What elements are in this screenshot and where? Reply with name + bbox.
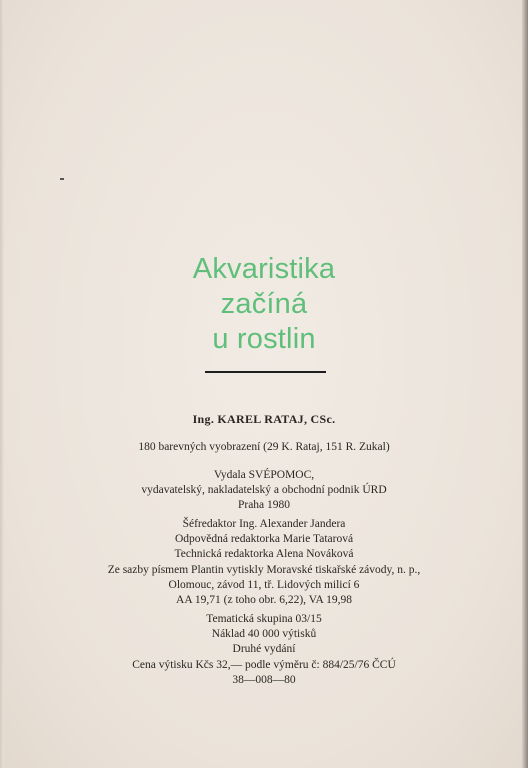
imprint-line: AA 19,71 (z toho obr. 6,22), VA 19,98	[176, 594, 352, 606]
imprint-line: Tematická skupina 03/15	[206, 613, 322, 625]
imprint-line: Olomouc, závod 11, tř. Lidových milicí 6	[168, 579, 360, 591]
imprint-line: Šéfredaktor Ing. Alexander Jandera	[182, 518, 346, 530]
title-divider	[205, 371, 326, 373]
title-line-2: začíná	[220, 288, 308, 320]
title-line-3: u rostlin	[212, 323, 316, 355]
author-name: Ing. KAREL RATAJ, CSc.	[192, 412, 336, 426]
imprint-line: 38—008—80	[232, 674, 296, 686]
title-line-1: Akvaristika	[192, 253, 336, 285]
imprint-line: Náklad 40 000 výtisků	[211, 628, 317, 640]
imprint-line: Praha 1980	[237, 499, 291, 511]
imprint-line: vydavatelský, nakladatelský a obchodní podnik ÚRD	[141, 484, 387, 496]
ink-speck	[60, 178, 64, 180]
imprint-line: Cena výtisku Kčs 32,— podle výměru č: 884/25/76 ČCÚ	[132, 659, 396, 671]
imprint-line: Druhé vydání	[232, 643, 296, 655]
imprint-line: Vydala SVÉPOMOC,	[213, 469, 315, 481]
imprint-line: Ze sazby písmem Plantin vytiskly Moravské tiskařské závody, n. p.,	[107, 564, 421, 576]
imprint-line: Odpovědná redaktorka Marie Tatarová	[174, 533, 354, 545]
imprint-line: Technická redaktorka Alena Nováková	[174, 548, 354, 560]
illustrations-note: 180 barevných vyobrazení (29 K. Rataj, 151 R. Zukal)	[138, 441, 390, 453]
